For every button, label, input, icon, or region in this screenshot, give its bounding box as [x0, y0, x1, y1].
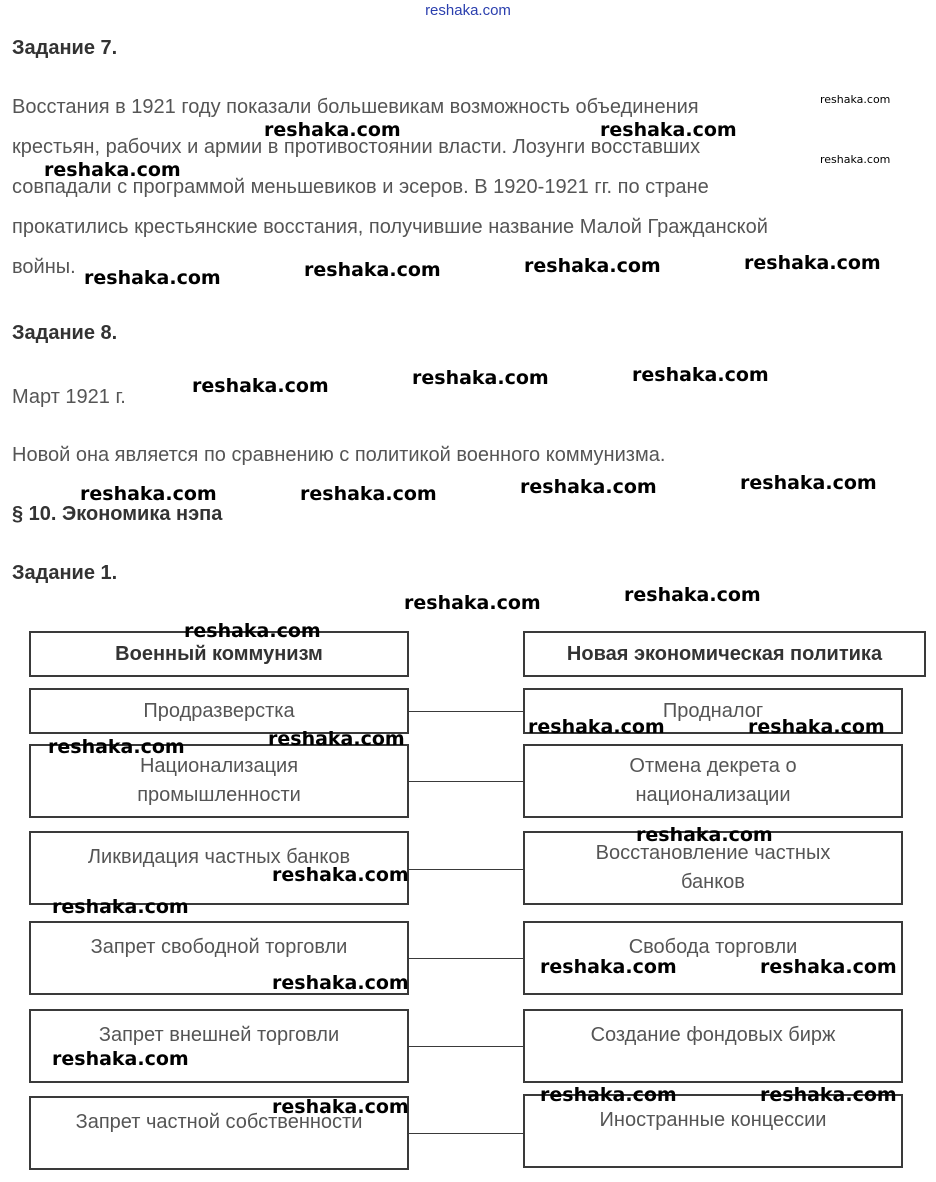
task7-line-5: войны. [12, 256, 76, 278]
right-column-header-label: Новая экономическая политика [566, 642, 883, 665]
watermark: reshaka.com [760, 956, 897, 978]
task7-line-1: Восстания в 1921 году показали большевикам возможность объединения [12, 96, 699, 118]
right-item-3-line-2: банков [681, 871, 745, 893]
left-item-4-text: Запрет свободной торговли [90, 935, 348, 958]
left-item-2-line-2: промышленности [137, 784, 301, 806]
watermark: reshaka.com [636, 824, 773, 846]
connector-line-6 [409, 1133, 523, 1134]
watermark: reshaka.com [528, 716, 665, 738]
left-item-2-line-1: Национализация [139, 755, 299, 777]
right-column-header [523, 631, 926, 677]
right-item-5 [523, 1009, 903, 1083]
watermark: reshaka.com [272, 972, 409, 994]
watermark: reshaka.com [268, 728, 405, 750]
site-header-link[interactable]: reshaka.com [425, 2, 511, 19]
watermark: reshaka.com [272, 864, 409, 886]
left-column-header-label: Военный коммунизм [115, 642, 323, 665]
watermark: reshaka.com [540, 1084, 677, 1106]
task8-heading: Задание 8. [12, 322, 118, 344]
right-item-2-line-1: Отмена декрета о [629, 755, 797, 777]
watermark: reshaka.com [264, 119, 401, 141]
watermark: reshaka.com [740, 472, 877, 494]
task8-answer-date: Март 1921 г. [12, 386, 126, 408]
watermark: reshaka.com [300, 483, 437, 505]
right-item-3-line-1: Восстановление частных [595, 842, 831, 864]
watermark: reshaka.com [760, 1084, 897, 1106]
watermark: reshaka.com [600, 119, 737, 141]
watermark: reshaka.com [540, 956, 677, 978]
task8-answer-explanation: Новой она является по сравнению с политикой военного коммунизма. [12, 444, 666, 466]
watermark: reshaka.com [404, 592, 541, 614]
connector-line-2 [409, 781, 523, 782]
task7-heading: Задание 7. [12, 37, 118, 59]
connector-line-1 [409, 711, 523, 712]
watermark: reshaka.com [80, 483, 217, 505]
watermark: reshaka.com [272, 1096, 409, 1118]
watermark: reshaka.com [820, 153, 891, 166]
right-item-4-text: Свобода торговли [628, 935, 798, 958]
connector-line-3 [409, 869, 523, 870]
right-item-2 [523, 744, 903, 818]
task7-line-4: прокатились крестьянские восстания, получившие название Малой Гражданской [12, 216, 768, 238]
watermark: reshaka.com [304, 259, 441, 281]
watermark: reshaka.com [524, 255, 661, 277]
right-item-1-text: Продналог [662, 699, 764, 722]
watermark: reshaka.com [744, 252, 881, 274]
watermark: reshaka.com [748, 716, 885, 738]
watermark: reshaka.com [520, 476, 657, 498]
connector-line-4 [409, 958, 523, 959]
right-item-5-text: Создание фондовых бирж [590, 1023, 836, 1046]
watermark: reshaka.com [52, 896, 189, 918]
watermark: reshaka.com [820, 93, 891, 106]
left-item-5 [29, 1009, 409, 1083]
section-heading: § 10. Экономика нэпа [12, 503, 223, 525]
watermark: reshaka.com [632, 364, 769, 386]
watermark: reshaka.com [192, 375, 329, 397]
right-item-6-text: Иностранные концессии [599, 1108, 827, 1131]
left-item-1-text: Продразверстка [143, 699, 295, 722]
left-item-6-text: Запрет частной собственности [75, 1110, 363, 1133]
task1-heading: Задание 1. [12, 562, 118, 584]
task7-line-2: крестьян, рабочих и армии в противостоянии власти. Лозунги восставших [12, 136, 701, 158]
watermark: reshaka.com [52, 1048, 189, 1070]
connector-line-5 [409, 1046, 523, 1047]
task7-line-3: совпадали с программой меньшевиков и эсеров. В 1920-1921 гг. по стране [12, 176, 709, 198]
watermark: reshaka.com [84, 267, 221, 289]
watermark: reshaka.com [624, 584, 761, 606]
watermark: reshaka.com [412, 367, 549, 389]
left-item-3-text: Ликвидация частных банков [87, 845, 351, 868]
watermark: reshaka.com [184, 620, 321, 642]
left-item-5-text: Запрет внешней торговли [98, 1023, 340, 1046]
watermark: reshaka.com [48, 736, 185, 758]
right-item-2-line-2: национализации [635, 784, 791, 806]
watermark: reshaka.com [44, 159, 181, 181]
